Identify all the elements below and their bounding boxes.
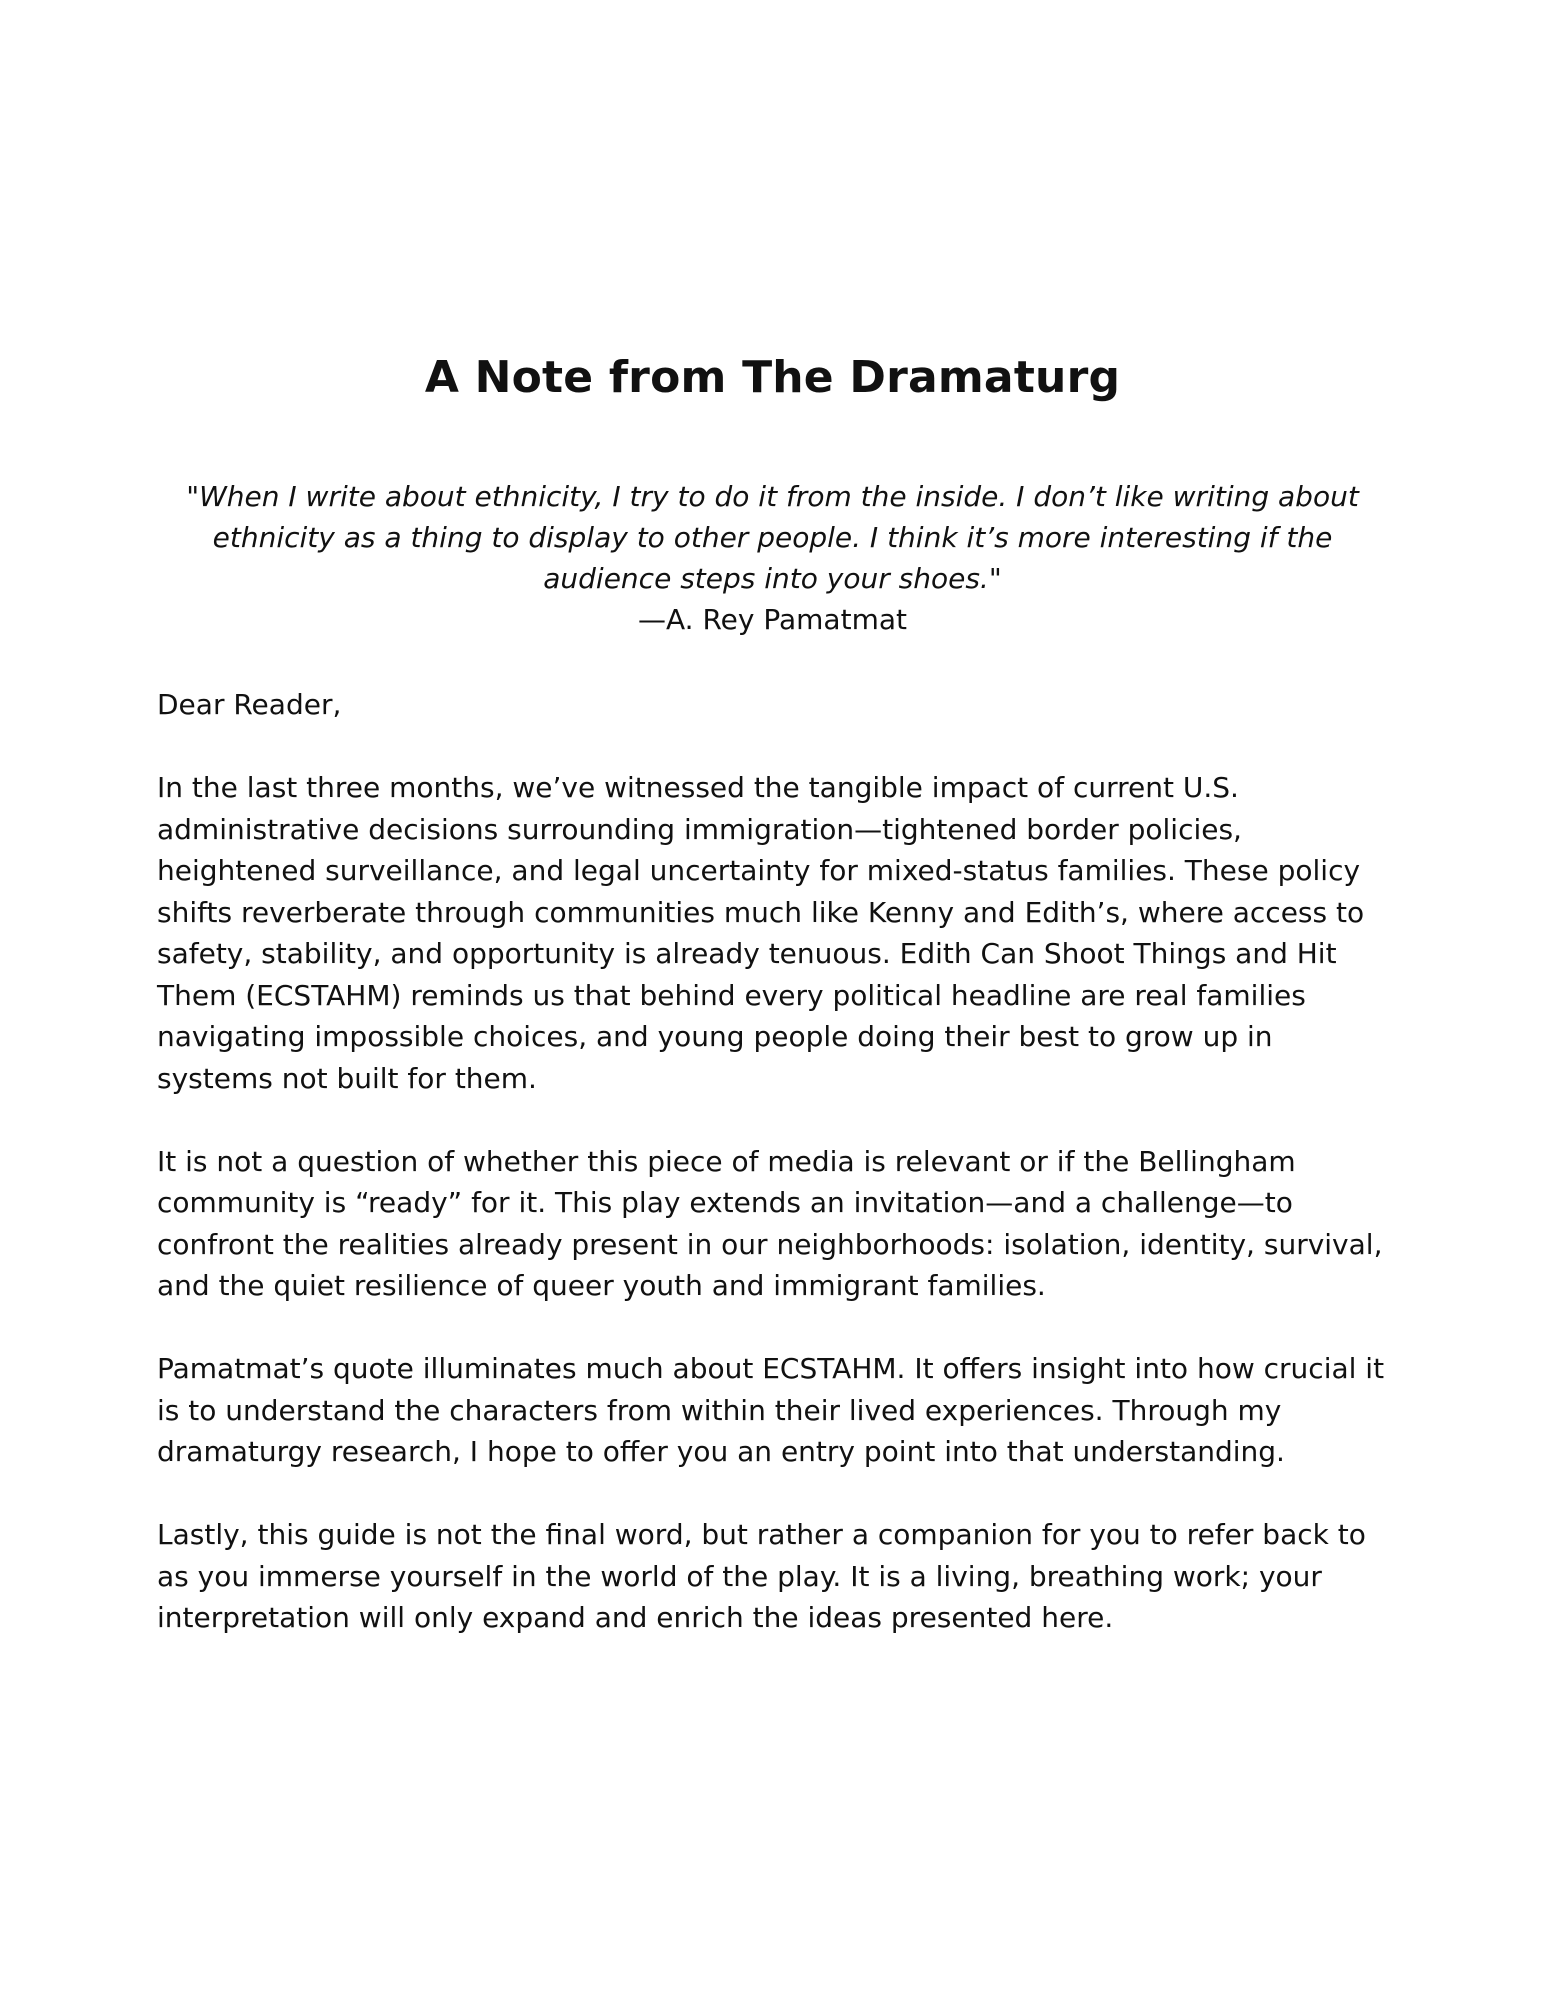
quote-text-line (150, 476, 1395, 599)
quote-body: When I write about ethnicity, I try to do it from the inside. I don’t like writing about ethnicity as a thing to display to other people. I think it’s more interesting if the audience steps into your shoes. (199, 480, 1359, 595)
paragraph-4: Lastly, this guide is not the final word, but rather a companion for you to refer back to as you immerse yourself in the world of the play. It is a living, breathing work; your interpretation will only expand and enrich the ideas presented here. (157, 1518, 1366, 1634)
epigraph-quote (150, 476, 1395, 640)
paragraph-2: It is not a question of whether this piece of media is relevant or if the Bellingham community is “ready” for it. This play extends an invitation—and a challenge—to confront the realities already present in our neighborhoods: isolation, identity, survival, and the quiet resilience of queer youth and immigrant families. (157, 1144, 1383, 1302)
letter-body (157, 684, 1397, 1680)
quote-open-mark: " (186, 480, 200, 513)
page-title: A Note from The Dramaturg (424, 352, 1121, 403)
paragraph-1: In the last three months, we’ve witnessed the tangible impact of current U.S. administrative decisions surrounding immigration—tightened border policies, heightened surveillance, and legal uncertainty for mixed-status families. These policy shifts reverberate through communities much like Kenny and Edith’s, where access to safety, stability, and opportunity is already tenuous. Edith Can Shoot Things and Hit Them (ECSTAHM) reminds us that behind every political headline are real families navigating impossible choices, and young people doing their best to grow up in systems not built for them. (157, 771, 1365, 1095)
salutation: Dear Reader, (157, 688, 342, 721)
quote-close-mark: " (988, 562, 1002, 595)
quote-attribution: —A. Rey Pamatmat (638, 603, 907, 636)
paragraph-3: Pamatmat’s quote illuminates much about ECSTAHM. It offers insight into how crucial it is to understand the characters from within their lived experiences. Through my dramaturgy research, I hope to offer you an entry point into that understanding. (157, 1352, 1385, 1468)
